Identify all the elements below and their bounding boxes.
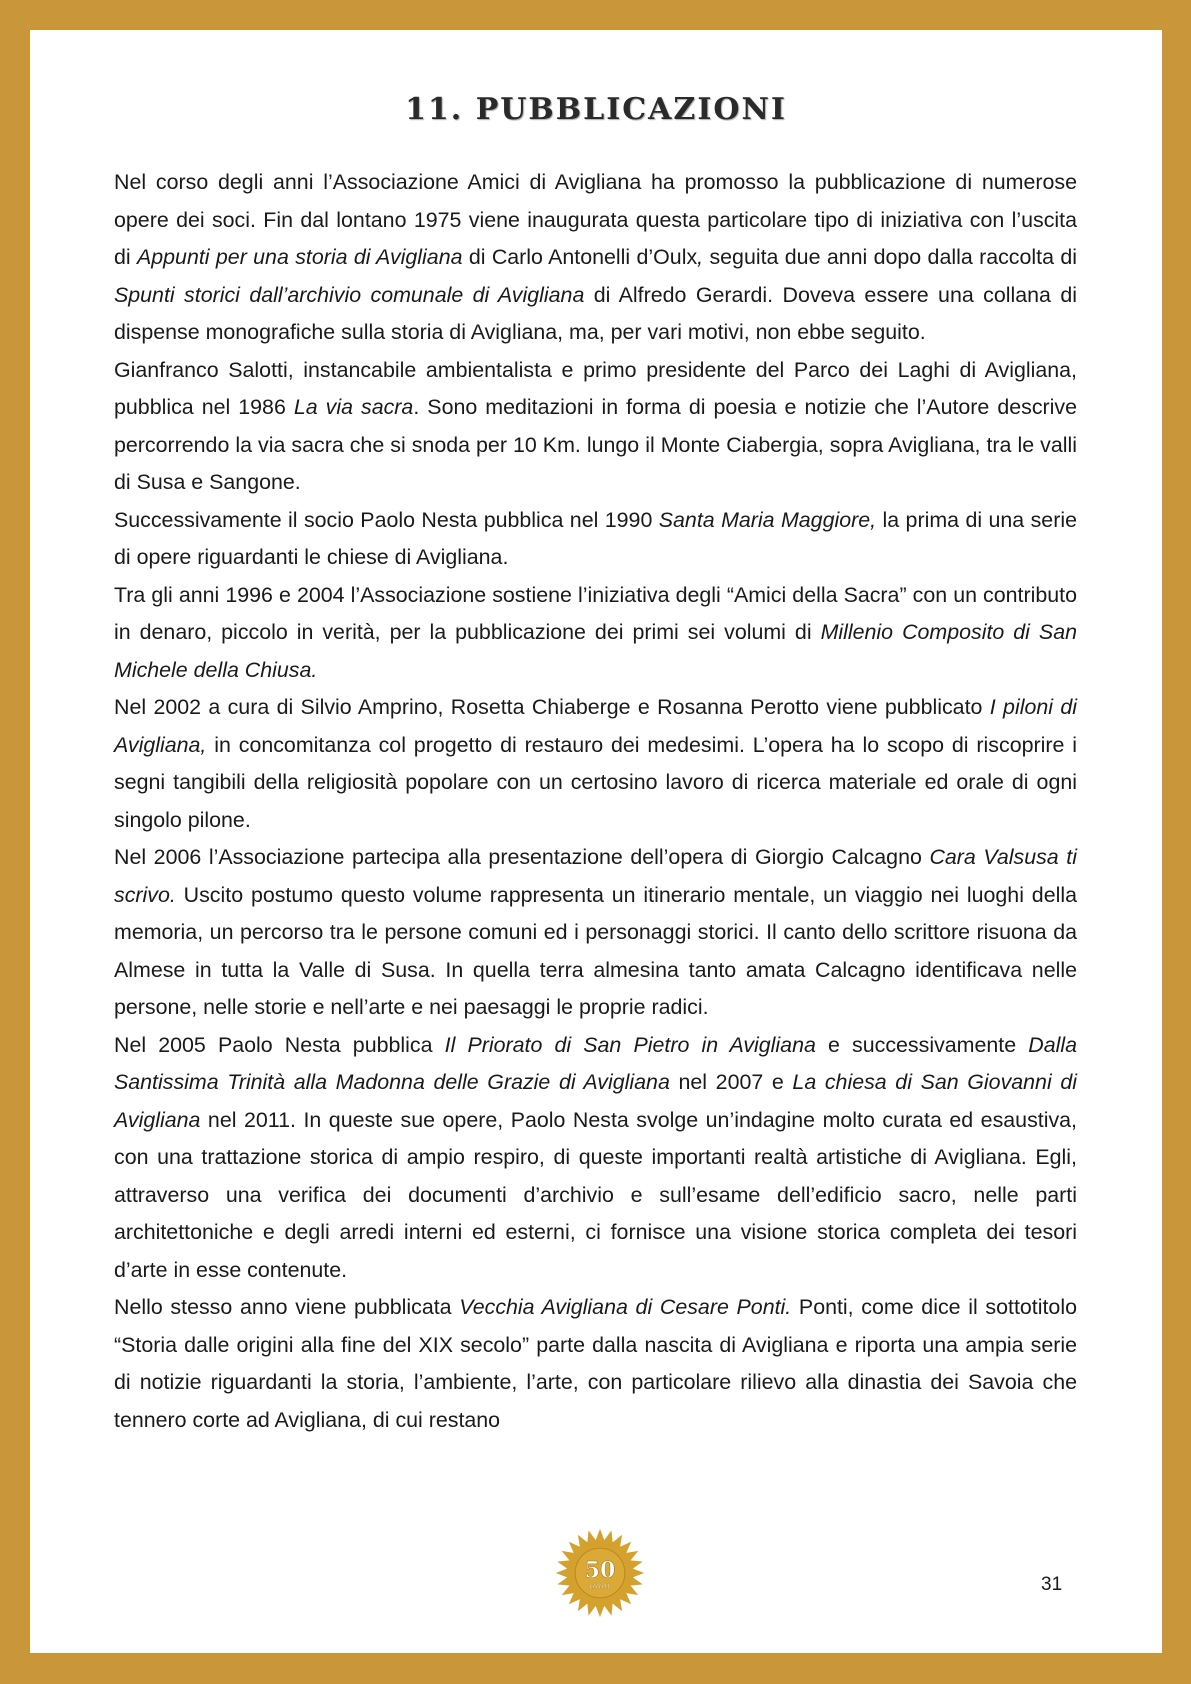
text-run: Nel 2002 a cura di Silvio Amprino, Rosetta Chiaberge e Rosanna Perotto viene pubblicato (114, 695, 990, 719)
italic-title: Dalla Santissima Trinità alla Madonna delle Grazie di Avigliana (114, 1032, 1077, 1094)
text-run: Uscito postumo questo volume rappresenta un itinerario mentale, un viaggio nei luoghi della memoria, un percorso tra le persone comuni ed i personaggi storici. Il canto dello scrittore risuona da Almese in tutta la Valle di Susa. In quella terra almesina tanto amata Calcagno identificava nelle persone, nelle storie e nell’arte e nei paesaggi le proprie radici. (114, 882, 1077, 1019)
paragraph (114, 502, 1077, 577)
text-run: Nello stesso anno viene pubblicata (114, 1295, 460, 1319)
text-run: Nel 2006 l’Associazione partecipa alla presentazione dell’opera di Giorgio Calcagno (114, 845, 930, 869)
text-run: Nel 2005 Paolo Nesta pubblica (114, 1032, 445, 1057)
text-run: di Carlo Antonelli d’Oulx (462, 245, 698, 269)
paragraph (114, 577, 1077, 690)
text-run: Tra gli anni 1996 e 2004 l’Associazione sostiene l’iniziativa degli “Amici della Sacra” con un contributo in denaro, piccolo in verità, per la pubblicazione dei primi sei volumi di (114, 582, 1077, 644)
italic-title: La via sacra (293, 395, 414, 419)
text-run: seguita due anni dopo dalla raccolta di (703, 245, 1077, 269)
badge-number: 50 (584, 1557, 616, 1584)
text-run: . Sono meditazioni in forma di poesia e notizie che l’Autore descrive percorrendo la via sacra che si snoda per 10 Km. lungo il Monte Ciabergia, sopra Avigliana, tra le valli di Susa e Sangone. (114, 395, 1077, 494)
fifty-years-badge (554, 1527, 646, 1619)
italic-title: Vecchia Avigliana di Cesare Ponti. (459, 1295, 792, 1319)
italic-title: Appunti per una storia di Avigliana (137, 245, 463, 269)
paragraph (114, 839, 1077, 1027)
italic-title: Spunti storici dall’archivio comunale di Avigliana (114, 282, 585, 307)
italic-title: Millenio Composito di San Michele della Chiusa. (114, 620, 1077, 682)
text-run: la prima di una serie di opere riguardanti le chiese di Avigliana. (114, 507, 1077, 569)
paragraph (114, 1027, 1077, 1290)
italic-title: Cara Valsusa ti scrivo. (114, 845, 1077, 907)
text-run: e successivamente (815, 1032, 1029, 1057)
text-run: in concomitanza col progetto di restauro dei medesimi. L’opera ha lo scopo di riscoprire i segni tangibili della religiosità popolare con un certosino lavoro di ricerca materiale ed orale di ogni singolo pilone. (114, 732, 1077, 832)
text-run: di Alfredo Gerardi. Doveva essere una collana di dispense monografiche sulla storia di Avigliana, ma, per vari motivi, non ebbe seguito. (114, 282, 1077, 344)
body-text (114, 164, 1077, 1439)
page (30, 30, 1162, 1653)
italic-title: , (697, 245, 704, 269)
paragraph (114, 1289, 1077, 1439)
text-run: nel 2011. In queste sue opere, Paolo Nesta svolge un’indagine molto curata ed esaustiva, con una trattazione storica di ampio respiro, di queste importanti realtà artistiche di Avigliana. Egli, attraverso una verifica dei documenti d’archivio e sull’esame dell’edificio sacro, nelle parti architettoniche e degli arredi interni ed esterni, ci fornisce una visione storica completa dei tesori d’arte in esse contenute. (114, 1107, 1077, 1282)
italic-title: I piloni di Avigliana, (114, 695, 1077, 757)
paragraph (114, 689, 1077, 839)
text-run: nel 2007 e (669, 1070, 793, 1094)
text-run: Nel corso degli anni l’Associazione Amici di Avigliana ha promosso la pubblicazione di numerose opere dei soci. Fin dal lontano 1975 viene inaugurata questa particolare tipo di iniziativa con l’uscita di (114, 170, 1077, 269)
page-number: 31 (1041, 1574, 1063, 1595)
text-run: Gianfranco Salotti, instancabile ambientalista e primo presidente del Parco dei Laghi di Avigliana, pubblica nel 1986 (114, 357, 1077, 419)
italic-title: Il Priorato di San Pietro in Avigliana (444, 1032, 816, 1057)
italic-title: La chiesa di San Giovanni di Avigliana (114, 1070, 1077, 1132)
text-run: Ponti, come dice il sottotitolo “Storia dalle origini alla fine del XIX secolo” parte dalla nascita di Avigliana e riporta una ampia serie di notizie riguardanti la storia, l’ambiente, l’arte, con particolare rilievo alla dinastia dei Savoia che tennero corte ad Avigliana, di cui restano (114, 1295, 1077, 1432)
badge-word: anni (589, 1580, 611, 1592)
paragraph (114, 352, 1077, 502)
paragraph (114, 164, 1077, 352)
italic-title: Santa Maria Maggiore, (658, 507, 877, 532)
section-title: 11. PUBBLICAZIONI (405, 92, 787, 127)
text-run: Successivamente il socio Paolo Nesta pubblica nel 1990 (114, 507, 659, 532)
